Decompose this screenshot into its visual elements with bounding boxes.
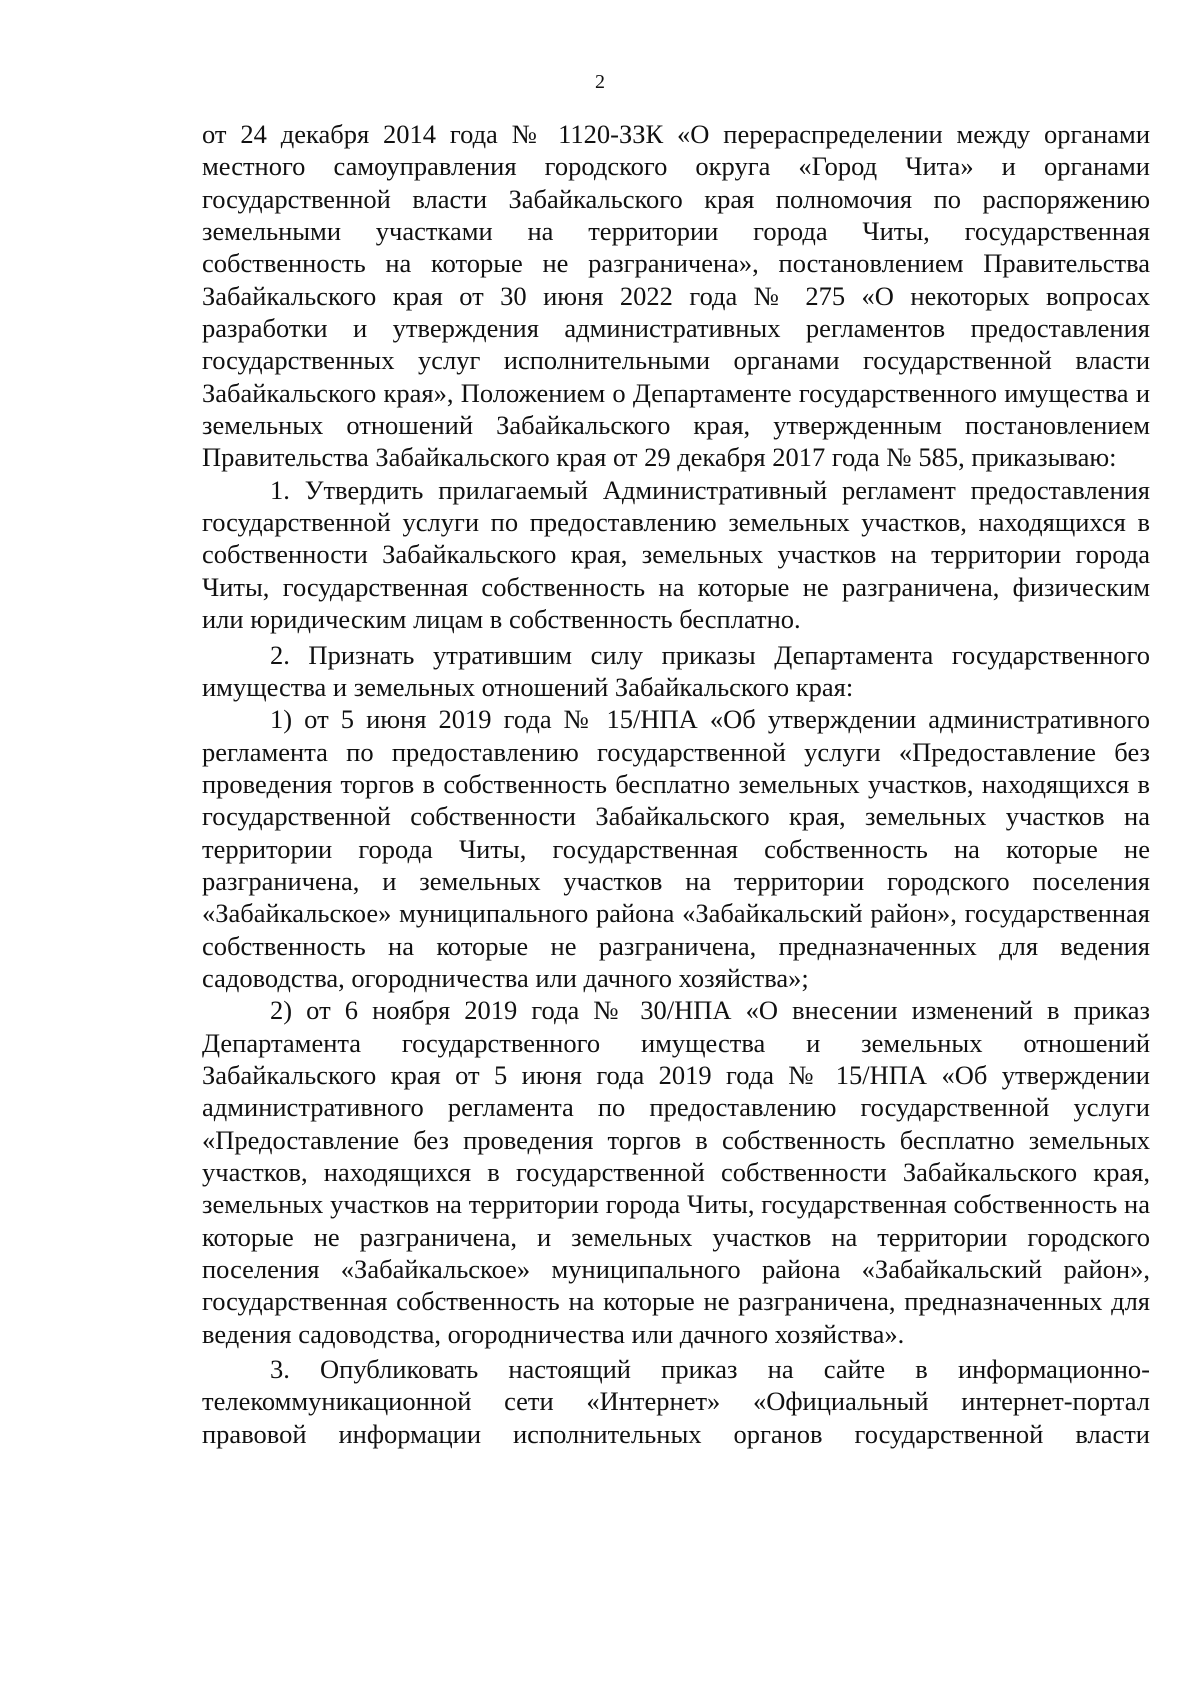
paragraph-subitem-2-1: 1) от 5 июня 2019 года № 15/НПА «Об утверждении административного регламента по предоставлению государственной услуги «Предоставление без проведения торгов в собственность бесплатно земельных участков, находящихся в государственной собственности Забайкальского края, земельных участков на территории города Читы, государственная собственность на которые не разграничена, и земельных участков на территории городского поселения «Забайкальское» муниципального района «Забайкальский район», государственная собственность на которые не разграничена, предназначенных для ведения садоводства, огородничества или дачного хозяйства»; (202, 704, 1150, 993)
paragraph-legal-basis: от 24 декабря 2014 года № 1120-ЗЗК «О перераспределении между органами местного самоуправления городского округа «Город Чита» и органами государственной власти Забайкальского края полномочия по распоряжению земельными участками на территории города Читы, государственная собственность на которые не разграничена», постановлением Правительства Забайкальского края от 30 июня 2022 года № 275 «О некоторых вопросах разработки и утверждения административных регламентов предоставления государственных услуг исполнительными органами государственной власти Забайкальского края», Положением о Департаменте государственного имущества и земельных отношений Забайкальского края, утвержденным постановлением Правительства Забайкальского края от 29 декабря 2017 года № 585, приказываю: (202, 119, 1150, 473)
paragraph-item-1-approve: 1. Утвердить прилагаемый Административный регламент предоставления государственной услуги по предоставлению земельных участков, находящихся в собственности Забайкальского края, земельных участков на территории города Читы, государственная собственность на которые не разграничена, физическим или юридическим лицам в собственность бесплатно. (202, 474, 1150, 635)
page-number: 2 (595, 71, 605, 93)
paragraph-subitem-2-2: 2) от 6 ноября 2019 года № 30/НПА «О внесении изменений в приказ Департамента государственного имущества и земельных отношений Забайкальского края от 5 июня года 2019 года № 15/НПА «Об утверждении административного регламента по предоставлению государственной услуги «Предоставление без проведения торгов в собственность бесплатно земельных участков, находящихся в государственной собственности Забайкальского края, земельных участков на территории города Читы, государственная собственность на которые не разграничена, и земельных участков на территории городского поселения «Забайкальское» муниципального района «Забайкальский район», государственная собственность на которые не разграничена, предназначенных для ведения садоводства, огородничества или дачного хозяйства». (202, 995, 1150, 1349)
paragraph-item-3-publish: 3. Опубликовать настоящий приказ на сайте в информационно-телекоммуникационной сети «Интернет» «Официальный интернет-портал правовой информации исполнительных органов государственной власти (202, 1354, 1150, 1449)
paragraph-item-2-repeal: 2. Признать утратившим силу приказы Департамента государственного имущества и земельных отношений Забайкальского края: (202, 639, 1150, 702)
document-body (202, 118, 1150, 1450)
